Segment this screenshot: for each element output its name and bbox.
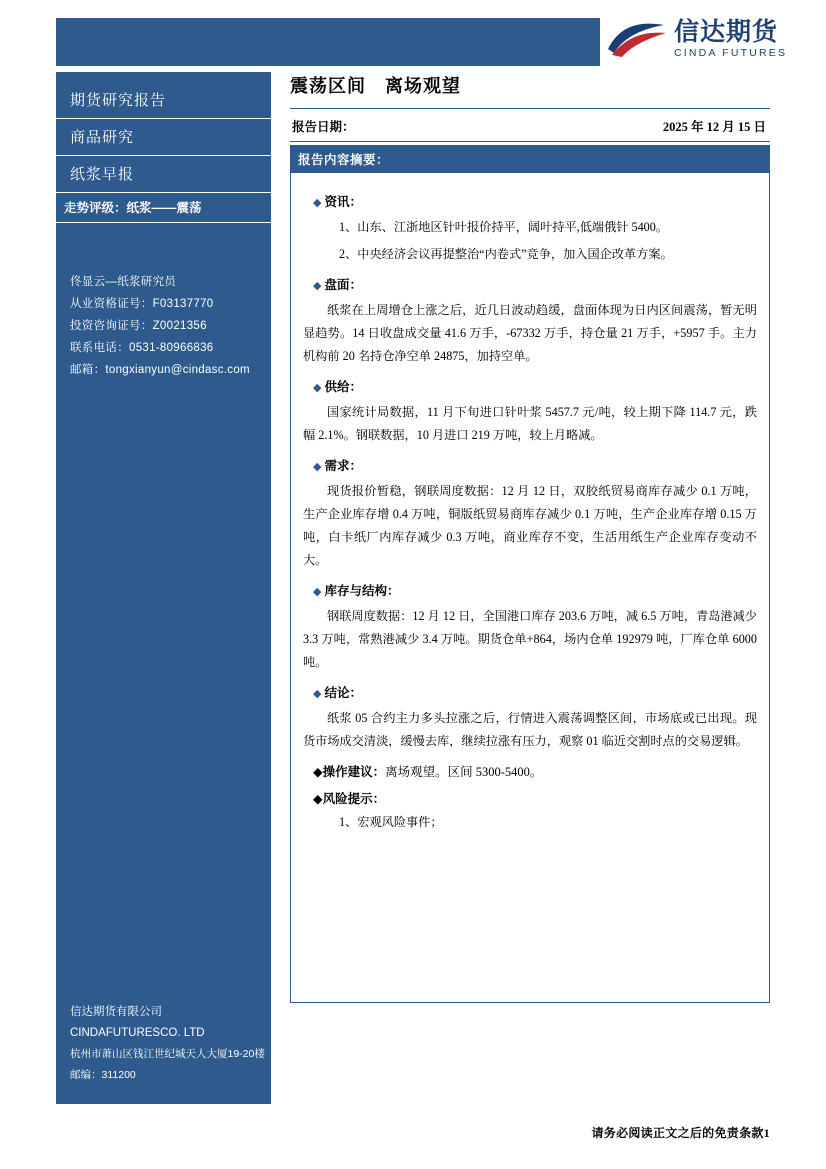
sidebar — [56, 72, 271, 1104]
section-heading-inventory — [313, 581, 757, 599]
section-heading-supply-label: 供给： — [324, 380, 362, 394]
section-heading-supply — [313, 377, 757, 395]
demand-paragraph: 现货报价暂稳，钢联周度数据：12 月 12 日，双胶纸贸易商库存减少 0.1 万吨，生产企业库存增 0.4 万吨，铜版纸贸易商库存减少 0.1 万吨，生产企业库存增 0.15 万吨，白卡纸厂内库存减少 0.3 万吨，商业库存不变，生活用纸生产企业库存变动不大。 — [303, 484, 757, 567]
summary-body — [290, 173, 770, 1003]
logo-text-cn: 信达期货 — [674, 18, 779, 47]
bullet-icon: ◆ — [313, 765, 323, 779]
risk-item-1: 1、宏观风险事件； — [339, 815, 443, 829]
company-name-cn: 信达期货有限公司 — [70, 1006, 162, 1018]
logo-text-en: CINDA FUTURES — [674, 46, 788, 59]
section-heading-conclusion-label: 结论： — [324, 686, 362, 700]
date-divider — [290, 141, 770, 142]
trend-label: 走势评级： — [64, 201, 127, 215]
bullet-icon: ◆ — [313, 197, 322, 209]
inventory-paragraph: 钢联周度数据：12 月 12 日，全国港口库存 203.6 万吨，减 6.5 万吨，青岛港减少 3.3 万吨，常熟港减少 3.4 万吨。期货仓单+864，场内仓单 192979 吨，厂库仓单 6000 吨。 — [303, 609, 757, 669]
title-divider — [290, 108, 770, 109]
analyst-email: 邮箱：tongxianyun@cindasc.com — [70, 364, 250, 376]
summary-header: 报告内容摘要： — [290, 145, 770, 173]
analyst-info — [56, 271, 271, 381]
bullet-icon: ◆ — [313, 461, 322, 473]
main-content — [290, 72, 770, 1003]
report-date-value: 2025 年 12 月 15 日 — [662, 120, 766, 134]
trend-value: 纸浆——震荡 — [126, 201, 202, 215]
news-item-2: 2、中央经济会议再提整治“内卷式”竞争，加入国企改革方案。 — [339, 247, 673, 261]
section-heading-market-label: 盘面： — [324, 278, 362, 292]
section-heading-advice — [313, 762, 757, 780]
section-heading-news — [313, 192, 757, 210]
section-heading-demand-label: 需求： — [324, 459, 362, 473]
section-heading-conclusion — [313, 683, 757, 701]
bullet-icon: ◆ — [313, 688, 322, 700]
analyst-consulting-number: 投资咨询证号：Z0021356 — [70, 320, 207, 332]
bullet-icon: ◆ — [313, 280, 322, 292]
section-heading-risk — [313, 789, 757, 807]
report-date-label: 报告日期： — [292, 120, 355, 134]
sidebar-item-report-type: 期货研究报告 — [56, 82, 271, 119]
report-date-row — [290, 115, 770, 141]
page-title: 震荡区间 离场观望 — [290, 76, 461, 96]
logo-swoosh-icon — [606, 19, 668, 59]
sidebar-trend-rating — [56, 193, 271, 223]
page-footer-note: 请务必阅读正文之后的免责条款1 — [591, 1126, 770, 1140]
company-name-en: CINDAFUTURESCO. LTD — [70, 1027, 205, 1039]
company-address: 杭州市萧山区钱江世纪城天人大厦19-20楼 — [70, 1048, 265, 1060]
section-heading-news-label: 资讯： — [324, 195, 362, 209]
section-heading-inventory-label: 库存与结构： — [324, 584, 400, 598]
market-paragraph: 纸浆在上周增仓上涨之后，近几日波动趋缓，盘面体现为日内区间震荡，暂无明显趋势。14 日收盘成交量 41.6 万手，-67332 万手，持仓量 21 万手，+5957 手。主力机构前 20 名持仓净空单 24875，加持空单。 — [303, 303, 757, 363]
advice-text: 离场观望。区间 5300-5400。 — [385, 765, 543, 779]
analyst-qualification: 从业资格证号：F03137770 — [70, 298, 214, 310]
sidebar-item-product: 纸浆早报 — [56, 156, 271, 193]
company-address-block — [56, 1002, 271, 1086]
news-item-1: 1、山东、江浙地区针叶报价持平，阔叶持平,低端俄针 5400。 — [339, 220, 669, 234]
analyst-phone: 联系电话：0531-80966836 — [70, 342, 214, 354]
section-heading-demand — [313, 456, 757, 474]
section-heading-risk-label: 风险提示： — [322, 792, 386, 806]
company-postcode: 邮编：311200 — [70, 1069, 136, 1081]
bullet-icon: ◆ — [313, 792, 323, 806]
supply-paragraph: 国家统计局数据，11 月下旬进口针叶浆 5457.7 元/吨，较上期下降 114.7 元，跌幅 2.1%。钢联数据，10 月进口 219 万吨，较上月略减。 — [303, 405, 757, 442]
bullet-icon: ◆ — [313, 382, 322, 394]
bullet-icon: ◆ — [313, 586, 322, 598]
company-logo — [600, 10, 810, 68]
analyst-name: 佟显云—纸浆研究员 — [70, 276, 177, 288]
section-heading-advice-label: 操作建议： — [322, 765, 386, 779]
conclusion-paragraph: 纸浆 05 合约主力多头拉涨之后，行情进入震荡调整区间，市场底或已出现。现货市场成交清淡，缓慢去库，继续拉涨有压力，观察 01 临近交割时点的交易逻辑。 — [303, 711, 757, 748]
section-heading-market — [313, 275, 757, 293]
sidebar-item-category: 商品研究 — [56, 119, 271, 156]
